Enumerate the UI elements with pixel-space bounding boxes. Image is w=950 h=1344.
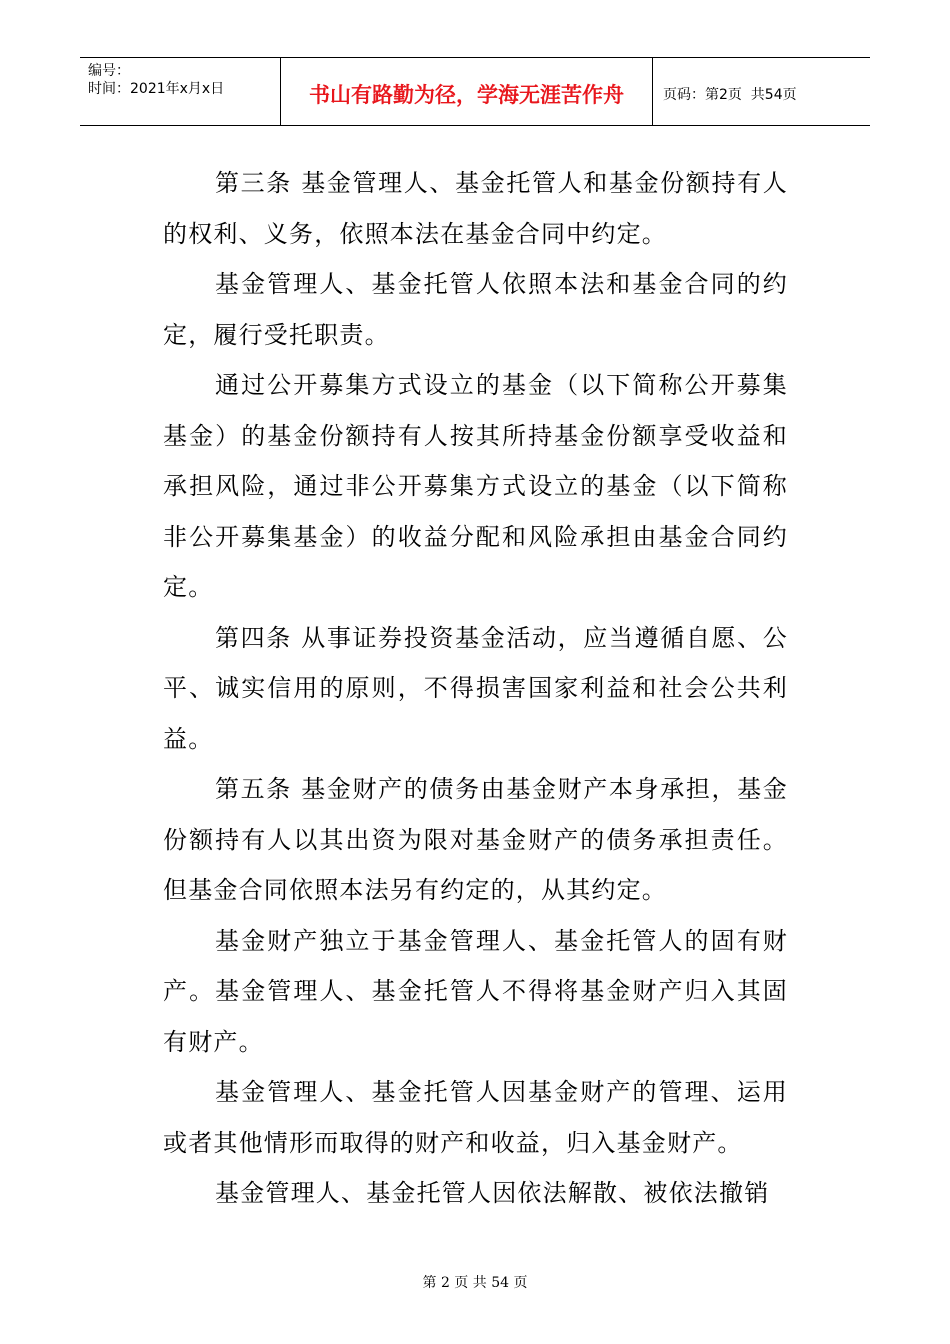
header-meta-cell: [80, 58, 281, 125]
paragraph: 第三条 基金管理人、基金托管人和基金份额持有人的权利、义务，依照本法在基金合同中约定。: [163, 169, 788, 248]
paragraph: 基金管理人、基金托管人因依法解散、被依法撤销: [215, 1179, 770, 1207]
document-time-label: 时间：2021年x月x日: [88, 81, 225, 97]
paragraph: 基金财产独立于基金管理人、基金托管人的固有财产。基金管理人、基金托管人不得将基金财产归入其固有财产。: [163, 926, 788, 1056]
paragraph: 通过公开募集方式设立的基金（以下简称公开募集基金）的基金份额持有人按其所持基金份额享受收益和承担风险，通过非公开募集方式设立的基金（以下简称非公开募集基金）的收益分配和风险承担由基金合同约定。: [163, 371, 788, 601]
paragraph: 基金管理人、基金托管人因基金财产的管理、运用或者其他情形而取得的财产和收益，归入基金财产。: [163, 1078, 788, 1157]
paragraph: 第四条 从事证券投资基金活动，应当遵循自愿、公平、诚实信用的原则，不得损害国家利益和社会公共利益。: [163, 623, 788, 753]
header-page-cell: [653, 58, 870, 125]
header-motto: 书山有路勤为径，学海无涯苦作舟: [309, 82, 624, 107]
header-motto-cell: [281, 58, 653, 125]
paragraph: 基金管理人、基金托管人依照本法和基金合同的约定，履行受托职责。: [163, 270, 788, 349]
page-header: [80, 57, 870, 126]
document-number-label: 编号：: [88, 63, 130, 79]
paragraph: 第五条 基金财产的债务由基金财产本身承担，基金份额持有人以其出资为限对基金财产的债务承担责任。但基金合同依照本法另有约定的，从其约定。: [163, 775, 788, 904]
footer-page-number: 第 2 页 共 54 页: [422, 1275, 528, 1291]
document-body: [163, 158, 788, 1219]
page-footer: [0, 1272, 950, 1292]
header-page-label: 页码：第2页 共54页: [663, 86, 797, 103]
